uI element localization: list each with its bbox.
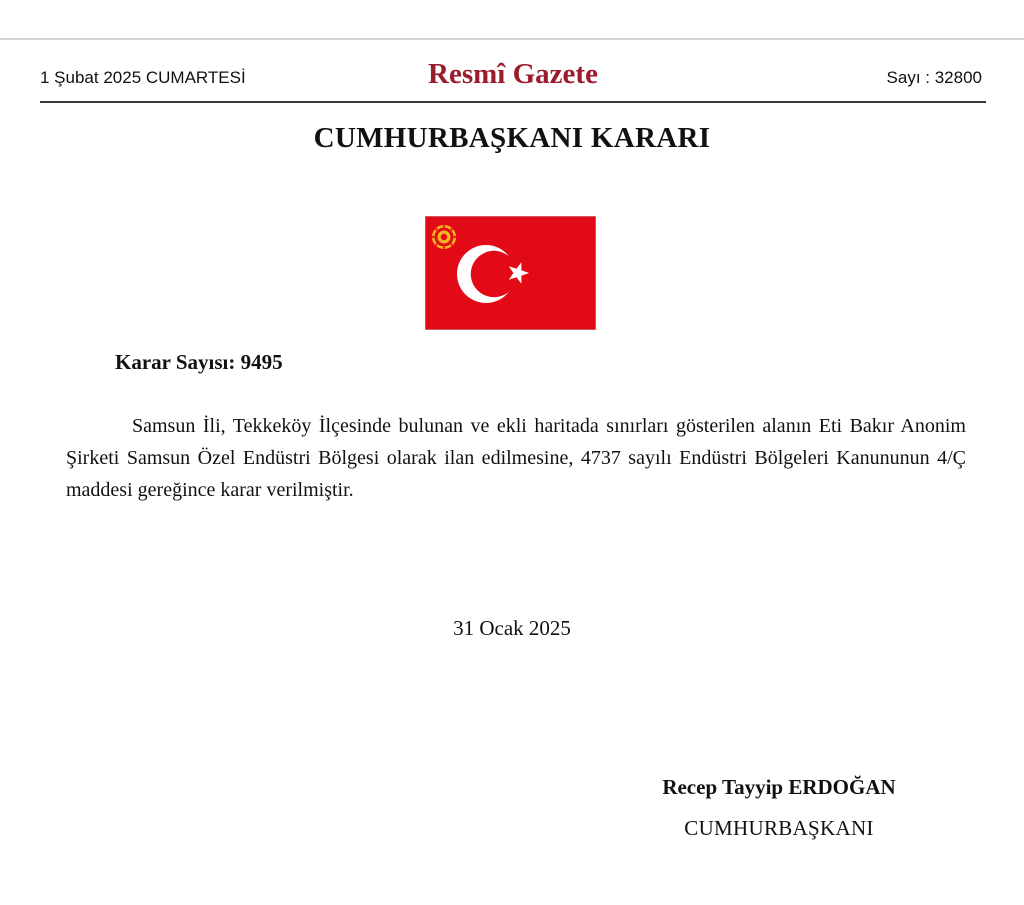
gazette-header xyxy=(40,58,986,98)
decision-date: 31 Ocak 2025 xyxy=(453,616,571,640)
decision-body-text: Samsun İli, Tekkeköy İlçesinde bulunan ve ekli haritada sınırları gösterilen alanın Eti Bakır Anonim Şirketi Samsun Özel Endüstri Bölgesi olarak ilan edilmesine, 4737 sayılı Endüstri Bölgeleri Kanununun 4/Ç maddesi gereğince karar verilmiştir. xyxy=(66,415,966,501)
signatory-name: Recep Tayyip ERDOĞAN xyxy=(662,775,896,799)
issue-number: Sayı : 32800 xyxy=(886,68,982,87)
top-divider xyxy=(0,38,1024,40)
publication-date: 1 Şubat 2025 CUMARTESİ xyxy=(40,68,246,87)
document-type-heading: CUMHURBAŞKANI KARARI xyxy=(313,122,711,154)
signatory-title: CUMHURBAŞKANI xyxy=(684,816,874,840)
decision-number: Karar Sayısı: 9495 xyxy=(115,350,283,374)
gazette-title: Resmî Gazete xyxy=(428,58,598,90)
turkish-flag-with-presidential-seal-icon xyxy=(425,216,596,330)
header-divider xyxy=(40,101,986,103)
presidential-seal-icon xyxy=(432,225,456,249)
